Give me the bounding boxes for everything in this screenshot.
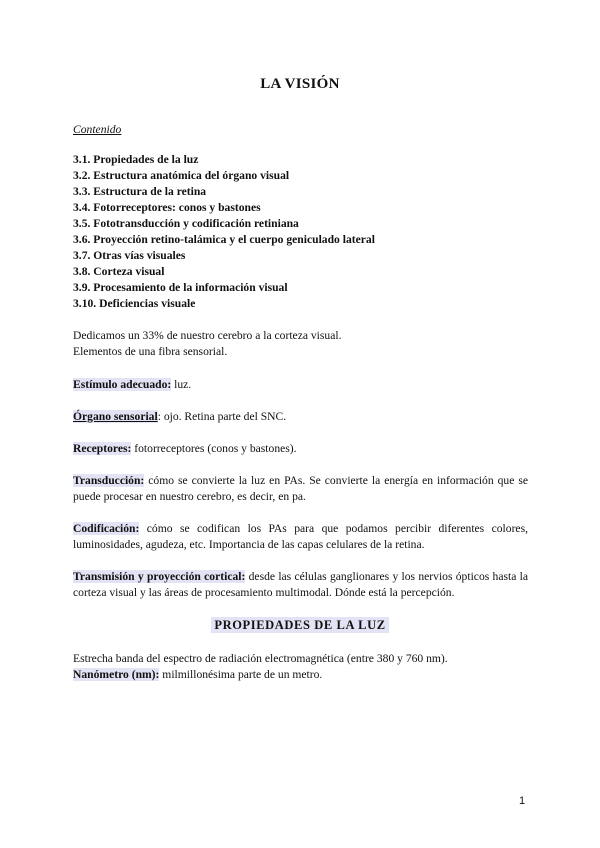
definition-term: Nanómetro (nm):	[73, 668, 160, 681]
definition-text: desde las células ganglionares y los nervios ópticos hasta la corteza visual y las áreas de procesamiento multimodal. Dónde está la percepción.	[73, 570, 529, 599]
definition-term: Transducción:	[73, 474, 145, 487]
section-line: Estrecha banda del espectro de radiación electromagnética (entre 380 y 760 nm).	[73, 652, 448, 665]
intro-paragraph	[73, 328, 528, 360]
toc-item: 3.4. Fotorreceptores: conos y bastones	[73, 201, 261, 214]
definition-text: fotorreceptores (conos y bastones).	[131, 442, 297, 455]
definition-estimulo	[73, 377, 528, 393]
definition-term: Órgano sensorial	[73, 410, 158, 423]
toc-item: 3.2. Estructura anatómica del órgano visual	[73, 169, 290, 182]
definition-term: Codificación:	[73, 522, 140, 535]
definition-term: Transmisión y proyección cortical:	[73, 570, 246, 583]
definition-text: luz.	[171, 378, 192, 391]
definition-term: Estímulo adecuado:	[73, 378, 172, 391]
intro-line: Dedicamos un 33% de nuestro cerebro a la corteza visual.	[73, 329, 342, 342]
definition-transduccion	[73, 473, 528, 505]
toc-item: 3.8. Corteza visual	[73, 265, 165, 278]
definition-text: : ojo. Retina parte del SNC.	[157, 410, 287, 423]
definition-receptores	[73, 441, 528, 457]
page-number: 1	[519, 795, 526, 807]
toc-item: 3.9. Procesamiento de la información visual	[73, 281, 288, 294]
section-heading	[0, 618, 600, 633]
toc-item: 3.7. Otras vías visuales	[73, 249, 186, 262]
definition-organo	[73, 409, 528, 425]
intro-line: Elementos de una fibra sensorial.	[73, 345, 228, 358]
toc-item: 3.5. Fototransducción y codificación retiniana	[73, 217, 299, 230]
definition-transmision	[73, 569, 528, 601]
toc-item: 3.1. Propiedades de la luz	[73, 153, 199, 166]
definition-codificacion	[73, 521, 528, 553]
table-of-contents	[73, 152, 528, 312]
definition-text: cómo se codifican los PAs para que podamos percibir diferentes colores, luminosidades, agudeza, etc. Importancia de las capas celulares de la retina.	[73, 522, 528, 551]
toc-item: 3.3. Estructura de la retina	[73, 185, 207, 198]
definition-text: milmillonésima parte de un metro.	[159, 668, 323, 681]
toc-item: 3.10. Deficiencias visuale	[73, 297, 196, 310]
definition-term: Receptores:	[73, 442, 132, 455]
contents-heading: Contenido	[73, 123, 122, 136]
definition-text: cómo se convierte la luz en PAs. Se convierte la energía en información que se puede procesar en nuestro cerebro, es decir, en pa.	[73, 474, 528, 503]
toc-item: 3.6. Proyección retino-talámica y el cuerpo geniculado lateral	[73, 233, 375, 246]
page-title: LA VISIÓN	[260, 76, 340, 92]
section-paragraph	[73, 651, 528, 683]
section-heading-label: PROPIEDADES DE LA LUZ	[211, 617, 388, 633]
definition-nanometro	[73, 667, 528, 683]
